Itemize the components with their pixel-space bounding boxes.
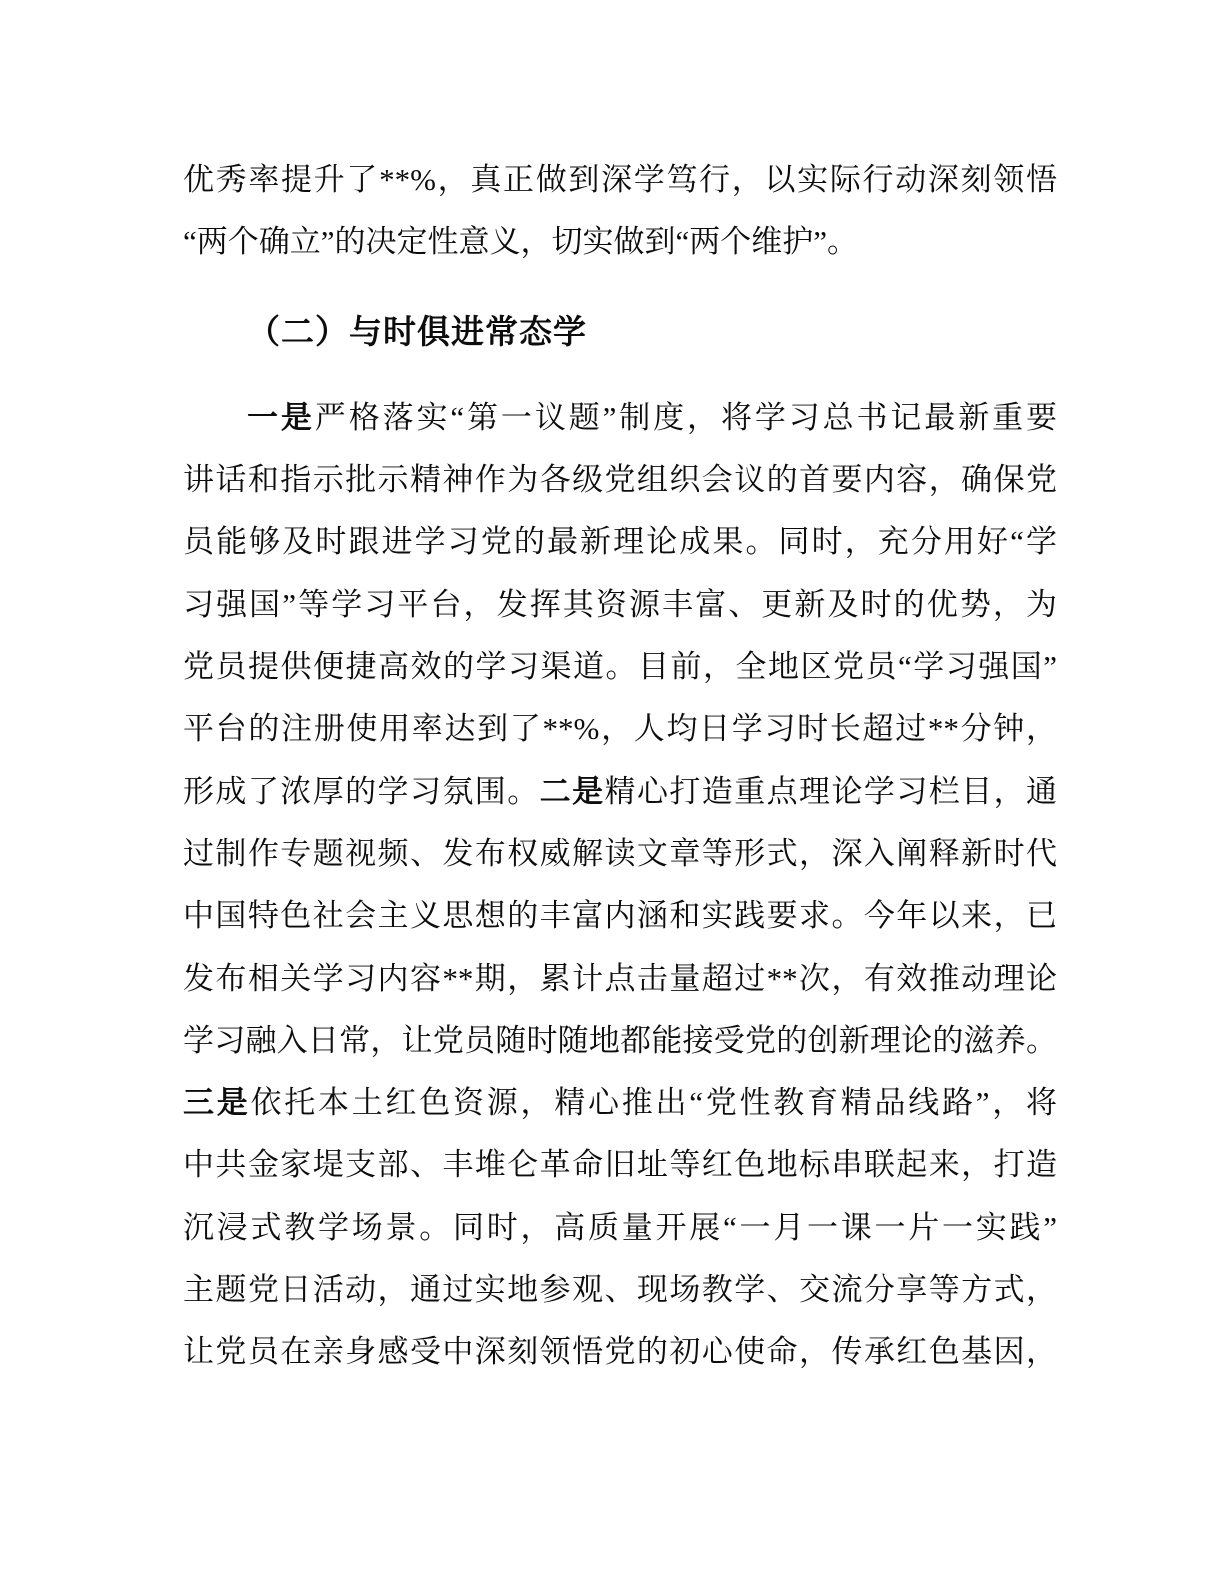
text-run: 精心打造重点理论学习栏目，通 (604, 773, 1058, 809)
text-line (183, 885, 1057, 947)
text-line (183, 1010, 1057, 1072)
text-run: 党员提供便捷高效的学习渠道。目前，全地区党员“学习强国” (183, 649, 1057, 685)
text-run: 中国特色社会主义思想的丰富内涵和实践要求。今年以来，已 (183, 898, 1057, 934)
text-line (183, 1321, 1057, 1383)
text-line (183, 1134, 1057, 1196)
text-run: 讲话和指示批示精神作为各级党组织会议的首要内容，确保党 (183, 462, 1057, 498)
section-heading (183, 301, 1057, 363)
bold-text-run: （二）与时俱进常态学 (247, 312, 587, 350)
text-run: 让党员在亲身感受中深刻领悟党的初心使命，传承红色基因， (183, 1334, 1057, 1370)
text-line (183, 149, 1057, 211)
text-run: 员能够及时跟进学习党的最新理论成果。同时，充分用好“学 (183, 524, 1057, 560)
text-run: 形成了浓厚的学习氛围。 (183, 773, 540, 809)
document-text-block (183, 149, 1057, 1384)
text-line (183, 698, 1057, 760)
text-run: 优秀率提升了**%，真正做到深学笃行，以实际行动深刻领悟 (183, 162, 1057, 197)
bold-text-run: 二是 (539, 773, 605, 809)
text-line (183, 1259, 1057, 1321)
text-line (183, 948, 1057, 1010)
text-run: 发布相关学习内容**期，累计点击量超过**次，有效推动理论 (183, 960, 1057, 996)
text-line (183, 574, 1057, 636)
text-run: 习强国”等学习平台，发挥其资源丰富、更新及时的优势，为 (183, 586, 1057, 622)
text-run: 主题党日活动，通过实地参观、现场教学、交流分享等方式， (183, 1272, 1057, 1308)
text-line (183, 511, 1057, 573)
text-line (183, 823, 1057, 885)
bold-text-run: 三是 (183, 1085, 251, 1121)
text-run: 依托本土红色资源，精心推出“党性教育精品线路”，将 (250, 1085, 1057, 1121)
text-line (183, 1197, 1057, 1259)
text-run: 平台的注册使用率达到了**%，人均日学习时长超过**分钟， (183, 711, 1057, 747)
text-run: 严格落实“第一议题”制度，将学习总书记最新重要 (314, 399, 1057, 435)
text-line (183, 211, 1057, 273)
text-run: 沉浸式教学场景。同时，高质量开展“一月一课一片一实践” (183, 1209, 1057, 1245)
text-line (183, 636, 1057, 698)
text-line (183, 1072, 1057, 1134)
text-run: 过制作专题视频、发布权威解读文章等形式，深入阐释新时代 (183, 835, 1057, 871)
text-line (183, 387, 1057, 449)
text-run: 中共金家堤支部、丰堆仑革命旧址等红色地标串联起来，打造 (183, 1147, 1057, 1183)
text-run: “两个确立”的决定性意义，切实做到“两个维护”。 (183, 224, 859, 260)
text-line (183, 449, 1057, 511)
text-run: 学习融入日常，让党员随时随地都能接受党的创新理论的滋养。 (183, 1022, 1057, 1058)
text-line (183, 761, 1057, 823)
bold-text-run: 一是 (247, 399, 315, 435)
